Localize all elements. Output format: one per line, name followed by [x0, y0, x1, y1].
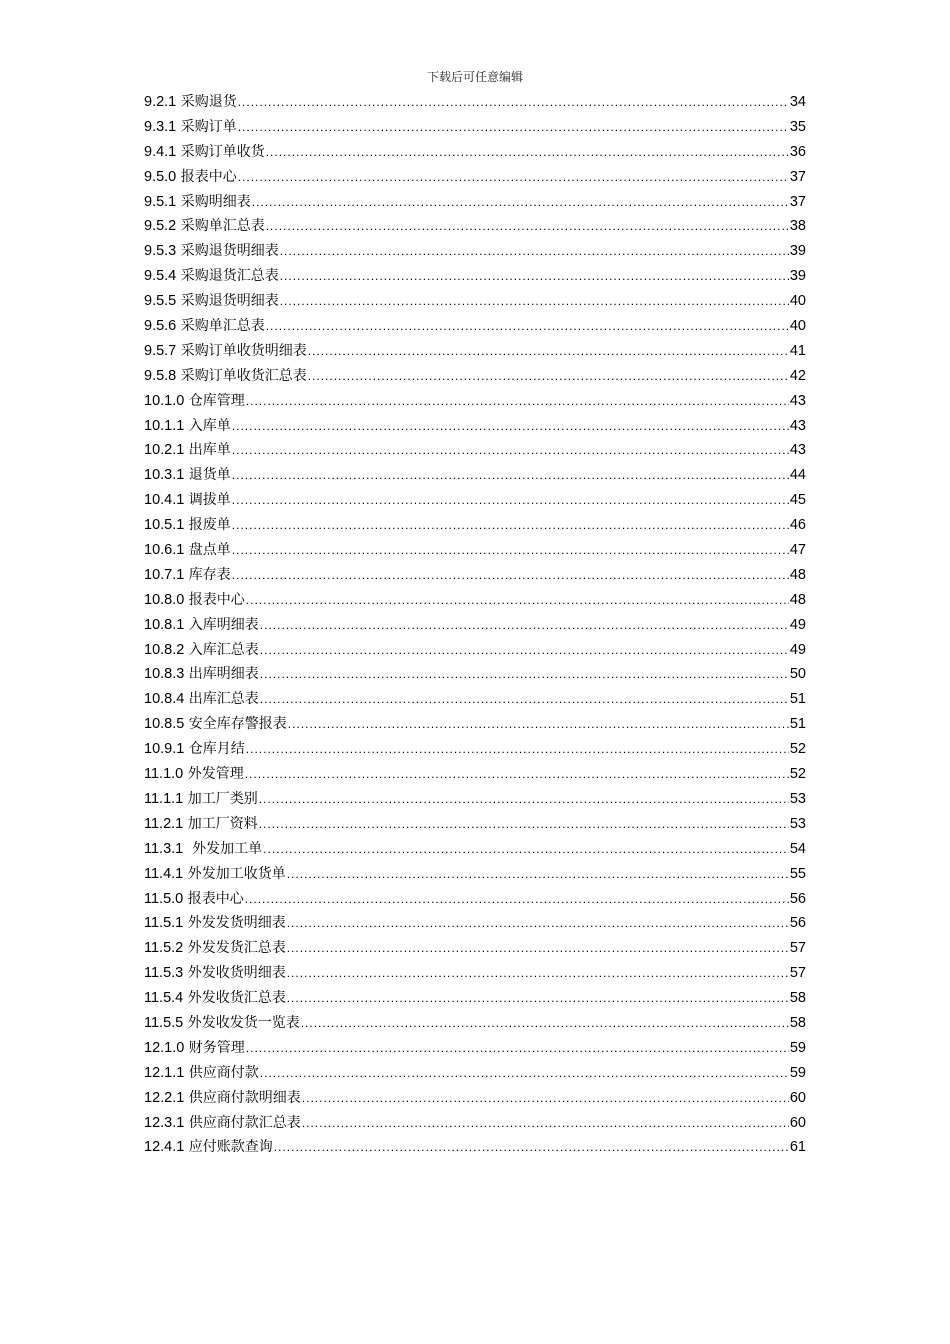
toc-dot-leader	[245, 762, 789, 787]
toc-dot-leader	[266, 140, 789, 165]
toc-entry-title: 采购退货汇总表	[180, 268, 279, 285]
toc-entry-title: 采购明细表	[180, 193, 251, 210]
toc-entry[interactable]	[144, 712, 806, 737]
toc-entry-title: 报废单	[188, 517, 231, 534]
toc-entry-title: 安全库存警报表	[188, 716, 287, 733]
toc-entry-number: 10.9.1	[144, 741, 185, 758]
toc-dot-leader	[280, 289, 789, 314]
toc-entry[interactable]	[144, 488, 806, 513]
toc-entry-number: 10.1.0	[144, 392, 185, 409]
toc-dot-leader	[246, 737, 789, 762]
toc-dot-leader	[260, 662, 789, 687]
toc-entry-number: 10.6.1	[144, 542, 185, 559]
toc-dot-leader	[287, 986, 789, 1011]
toc-entry-page-number: 57	[789, 965, 806, 982]
toc-entry-title: 供应商付款明细表	[188, 1089, 301, 1106]
toc-dot-leader	[287, 961, 789, 986]
toc-entry[interactable]	[144, 438, 806, 463]
toc-entry[interactable]	[144, 588, 806, 613]
toc-entry-page-number: 34	[789, 94, 806, 110]
toc-entry-page-number: 60	[789, 1114, 806, 1131]
toc-entry[interactable]	[144, 289, 806, 314]
toc-entry-number: 11.2.1	[144, 815, 184, 832]
toc-entry[interactable]	[144, 1061, 806, 1086]
toc-entry-number: 10.8.5	[144, 716, 185, 733]
toc-entry[interactable]	[144, 364, 806, 389]
toc-entry-title: 报表中心	[187, 890, 244, 907]
toc-entry-title: 出库汇总表	[188, 691, 259, 708]
toc-entry-number: 11.3.1	[144, 840, 184, 857]
toc-dot-leader	[260, 613, 789, 638]
toc-entry-title: 仓库管理	[188, 392, 245, 409]
toc-entry-number: 12.2.1	[144, 1089, 185, 1106]
toc-dot-leader	[308, 339, 789, 364]
toc-entry-number: 10.8.4	[144, 691, 185, 708]
toc-entry-title: 入库单	[188, 417, 231, 434]
toc-entry-page-number: 42	[789, 367, 806, 384]
toc-dot-leader	[232, 563, 789, 588]
toc-entry-number: 11.1.1	[144, 790, 184, 807]
toc-dot-leader	[259, 787, 789, 812]
toc-entry-page-number: 57	[789, 940, 806, 957]
toc-entry-page-number: 43	[789, 442, 806, 459]
toc-entry-number: 10.8.2	[144, 641, 185, 658]
toc-entry[interactable]	[144, 264, 806, 289]
toc-entry-title: 供应商付款汇总表	[188, 1114, 301, 1131]
toc-entry-number: 11.5.3	[144, 965, 184, 982]
toc-entry-number: 9.5.6	[144, 318, 177, 335]
toc-entry[interactable]	[144, 90, 806, 115]
toc-entry[interactable]	[144, 862, 806, 887]
toc-entry-page-number: 48	[789, 591, 806, 608]
toc-entry-page-number: 56	[789, 890, 806, 907]
toc-entry-title: 加工厂资料	[187, 815, 258, 832]
toc-entry-number: 11.4.1	[144, 865, 184, 882]
toc-dot-leader	[302, 1086, 789, 1111]
toc-entry-number: 9.5.3	[144, 243, 177, 260]
toc-entry-page-number: 36	[789, 143, 806, 160]
toc-entry[interactable]	[144, 115, 806, 140]
toc-dot-leader	[232, 438, 789, 463]
toc-entry-title: 调拔单	[188, 492, 231, 509]
toc-entry-page-number: 41	[789, 342, 806, 359]
toc-entry-title: 出库明细表	[188, 666, 259, 683]
toc-entry-number: 12.4.1	[144, 1139, 185, 1156]
toc-entry[interactable]	[144, 986, 806, 1011]
toc-dot-leader	[287, 936, 789, 961]
toc-entry[interactable]	[144, 339, 806, 364]
toc-entry[interactable]	[144, 214, 806, 239]
toc-entry-number: 11.5.1	[144, 915, 184, 932]
toc-entry[interactable]	[144, 314, 806, 339]
toc-entry-title: 采购退货明细表	[180, 243, 279, 260]
toc-dot-leader	[280, 239, 789, 264]
toc-dot-leader	[260, 687, 789, 712]
toc-entry-page-number: 52	[789, 741, 806, 758]
toc-dot-leader	[238, 115, 789, 140]
toc-entry-number: 10.7.1	[144, 566, 185, 583]
toc-entry-page-number: 44	[789, 467, 806, 484]
toc-entry-page-number: 35	[789, 118, 806, 135]
toc-entry[interactable]	[144, 762, 806, 787]
toc-dot-leader	[232, 414, 789, 439]
toc-entry-number: 9.3.1	[144, 118, 177, 135]
toc-entry-number: 10.2.1	[144, 442, 185, 459]
toc-entry-page-number: 38	[789, 218, 806, 235]
toc-entry[interactable]	[144, 165, 806, 190]
toc-dot-leader	[246, 588, 789, 613]
toc-entry-number: 11.5.2	[144, 940, 184, 957]
toc-entry-number: 11.5.0	[144, 890, 184, 907]
toc-entry-page-number: 55	[789, 865, 806, 882]
toc-entry-page-number: 39	[789, 268, 806, 285]
toc-entry-title: 入库明细表	[188, 616, 259, 633]
toc-entry-title: 库存表	[188, 566, 231, 583]
toc-dot-leader	[260, 1061, 789, 1086]
toc-entry-title: 外发收货汇总表	[187, 990, 286, 1007]
toc-entry-page-number: 39	[789, 243, 806, 260]
toc-entry-number: 9.5.7	[144, 342, 177, 359]
toc-entry-number: 10.8.0	[144, 591, 185, 608]
toc-entry-page-number: 43	[789, 417, 806, 434]
toc-entry-number: 9.5.0	[144, 168, 177, 185]
toc-entry-number: 11.5.4	[144, 990, 184, 1007]
toc-entry[interactable]	[144, 887, 806, 912]
toc-dot-leader	[302, 1111, 789, 1136]
toc-entry-number: 10.8.3	[144, 666, 185, 683]
toc-dot-leader	[246, 1036, 789, 1061]
toc-entry-number: 9.5.1	[144, 193, 177, 210]
toc-entry-title: 应付账款查询	[188, 1139, 273, 1156]
toc-dot-leader	[301, 1011, 789, 1036]
toc-entry-title: 财务管理	[188, 1039, 245, 1056]
toc-dot-leader	[280, 264, 789, 289]
toc-entry[interactable]	[144, 414, 806, 439]
toc-entry[interactable]	[144, 1036, 806, 1061]
toc-dot-leader	[308, 364, 789, 389]
toc-entry-page-number: 60	[789, 1089, 806, 1106]
toc-entry-page-number: 45	[789, 492, 806, 509]
toc-entry-title: 采购退货明细表	[180, 293, 279, 310]
toc-entry-number: 9.2.1	[144, 94, 177, 110]
toc-entry-number: 9.4.1	[144, 143, 177, 160]
toc-entry[interactable]	[144, 513, 806, 538]
toc-entry-title: 入库汇总表	[188, 641, 259, 658]
toc-dot-leader	[245, 887, 789, 912]
toc-dot-leader	[266, 214, 789, 239]
toc-entry-page-number: 59	[789, 1064, 806, 1081]
toc-entry-title: 采购单汇总表	[180, 318, 265, 335]
toc-entry-title: 外发收货明细表	[187, 965, 286, 982]
toc-entry-number: 12.1.1	[144, 1064, 185, 1081]
toc-entry[interactable]	[144, 538, 806, 563]
toc-entry-number: 10.4.1	[144, 492, 185, 509]
toc-entry[interactable]	[144, 563, 806, 588]
toc-entry-title: 采购订单收货汇总表	[180, 367, 307, 384]
toc-entry[interactable]	[144, 1011, 806, 1036]
toc-entry-page-number: 37	[789, 168, 806, 185]
toc-entry-page-number: 54	[789, 840, 806, 857]
toc-entry-title: 外发发货汇总表	[187, 940, 286, 957]
toc-entry-page-number: 43	[789, 392, 806, 409]
toc-entry-title: 出库单	[188, 442, 231, 459]
toc-dot-leader	[259, 812, 789, 837]
toc-dot-leader	[246, 389, 789, 414]
toc-entry[interactable]	[144, 737, 806, 762]
toc-entry-page-number: 51	[789, 716, 806, 733]
toc-entry[interactable]	[144, 1111, 806, 1136]
toc-entry-number: 12.3.1	[144, 1114, 185, 1131]
toc-entry[interactable]	[144, 140, 806, 165]
toc-entry-number: 9.5.5	[144, 293, 177, 310]
toc-entry-number: 11.5.5	[144, 1014, 184, 1031]
toc-entry-number: 10.1.1	[144, 417, 185, 434]
toc-entry[interactable]	[144, 239, 806, 264]
toc-entry-page-number: 37	[789, 193, 806, 210]
toc-entry[interactable]	[144, 662, 806, 687]
toc-entry-title: 采购订单收货明细表	[180, 342, 307, 359]
toc-entry[interactable]	[144, 787, 806, 812]
toc-entry-page-number: 52	[789, 766, 806, 783]
toc-entry-title: 报表中心	[180, 168, 237, 185]
toc-entry-title: 外发收发货一览表	[187, 1014, 300, 1031]
page-header: 下载后可任意编辑	[426, 70, 523, 84]
toc-entry-page-number: 46	[789, 517, 806, 534]
toc-entry[interactable]	[144, 961, 806, 986]
toc-entry-title: 采购订单	[180, 118, 237, 135]
toc-dot-leader	[287, 862, 789, 887]
toc-entry-title: 仓库月结	[188, 741, 245, 758]
toc-entry-page-number: 47	[789, 542, 806, 559]
toc-entry-number: 10.3.1	[144, 467, 185, 484]
toc-dot-leader	[260, 638, 789, 663]
toc-entry-title: 加工厂类别	[187, 790, 258, 807]
toc-entry[interactable]	[144, 463, 806, 488]
toc-dot-leader	[288, 712, 789, 737]
toc-entry-number: 10.8.1	[144, 616, 185, 633]
table-of-contents	[144, 90, 806, 1160]
toc-entry-page-number: 51	[789, 691, 806, 708]
toc-entry-title: 退货单	[188, 467, 231, 484]
toc-dot-leader	[252, 190, 789, 215]
toc-entry-title: 外发加工收货单	[187, 865, 286, 882]
toc-entry-number: 11.1.0	[144, 766, 184, 783]
toc-entry-page-number: 40	[789, 318, 806, 335]
toc-entry-page-number: 58	[789, 990, 806, 1007]
toc-entry-title: 外发加工单	[187, 840, 263, 857]
toc-entry-page-number: 53	[789, 790, 806, 807]
toc-dot-leader	[238, 165, 789, 190]
toc-entry-number: 9.5.4	[144, 268, 177, 285]
toc-dot-leader	[287, 911, 789, 936]
toc-entry[interactable]	[144, 687, 806, 712]
toc-dot-leader	[232, 513, 789, 538]
toc-entry-page-number: 58	[789, 1014, 806, 1031]
toc-entry-title: 采购退货	[180, 94, 237, 110]
toc-entry-title: 供应商付款	[188, 1064, 259, 1081]
toc-entry[interactable]	[144, 190, 806, 215]
toc-entry-number: 9.5.2	[144, 218, 177, 235]
toc-entry-page-number: 49	[789, 616, 806, 633]
toc-entry[interactable]	[144, 936, 806, 961]
toc-dot-leader	[232, 463, 789, 488]
toc-entry-page-number: 59	[789, 1039, 806, 1056]
toc-entry-page-number: 53	[789, 815, 806, 832]
toc-entry-title: 报表中心	[188, 591, 245, 608]
toc-entry[interactable]	[144, 613, 806, 638]
toc-entry-page-number: 56	[789, 915, 806, 932]
toc-entry-number: 9.5.8	[144, 367, 177, 384]
toc-entry-title: 采购订单收货	[180, 143, 265, 160]
toc-dot-leader	[238, 90, 789, 115]
toc-entry-title: 外发发货明细表	[187, 915, 286, 932]
toc-entry-title: 采购单汇总表	[180, 218, 265, 235]
toc-entry-number: 12.1.0	[144, 1039, 185, 1056]
toc-dot-leader	[232, 538, 789, 563]
toc-entry[interactable]	[144, 1086, 806, 1111]
toc-entry[interactable]	[144, 389, 806, 414]
toc-dot-leader	[266, 314, 789, 339]
toc-entry[interactable]	[144, 1135, 806, 1160]
toc-entry-page-number: 48	[789, 566, 806, 583]
toc-dot-leader	[263, 837, 789, 862]
toc-dot-leader	[274, 1135, 789, 1160]
toc-entry-page-number: 61	[789, 1139, 806, 1156]
toc-entry[interactable]	[144, 812, 806, 837]
toc-entry-page-number: 40	[789, 293, 806, 310]
toc-dot-leader	[232, 488, 789, 513]
toc-entry-title: 外发管理	[187, 766, 244, 783]
toc-entry-page-number: 50	[789, 666, 806, 683]
toc-entry[interactable]	[144, 911, 806, 936]
toc-entry-page-number: 49	[789, 641, 806, 658]
toc-entry[interactable]	[144, 638, 806, 663]
toc-entry[interactable]	[144, 837, 806, 862]
toc-entry-title: 盘点单	[188, 542, 231, 559]
toc-entry-number: 10.5.1	[144, 517, 185, 534]
